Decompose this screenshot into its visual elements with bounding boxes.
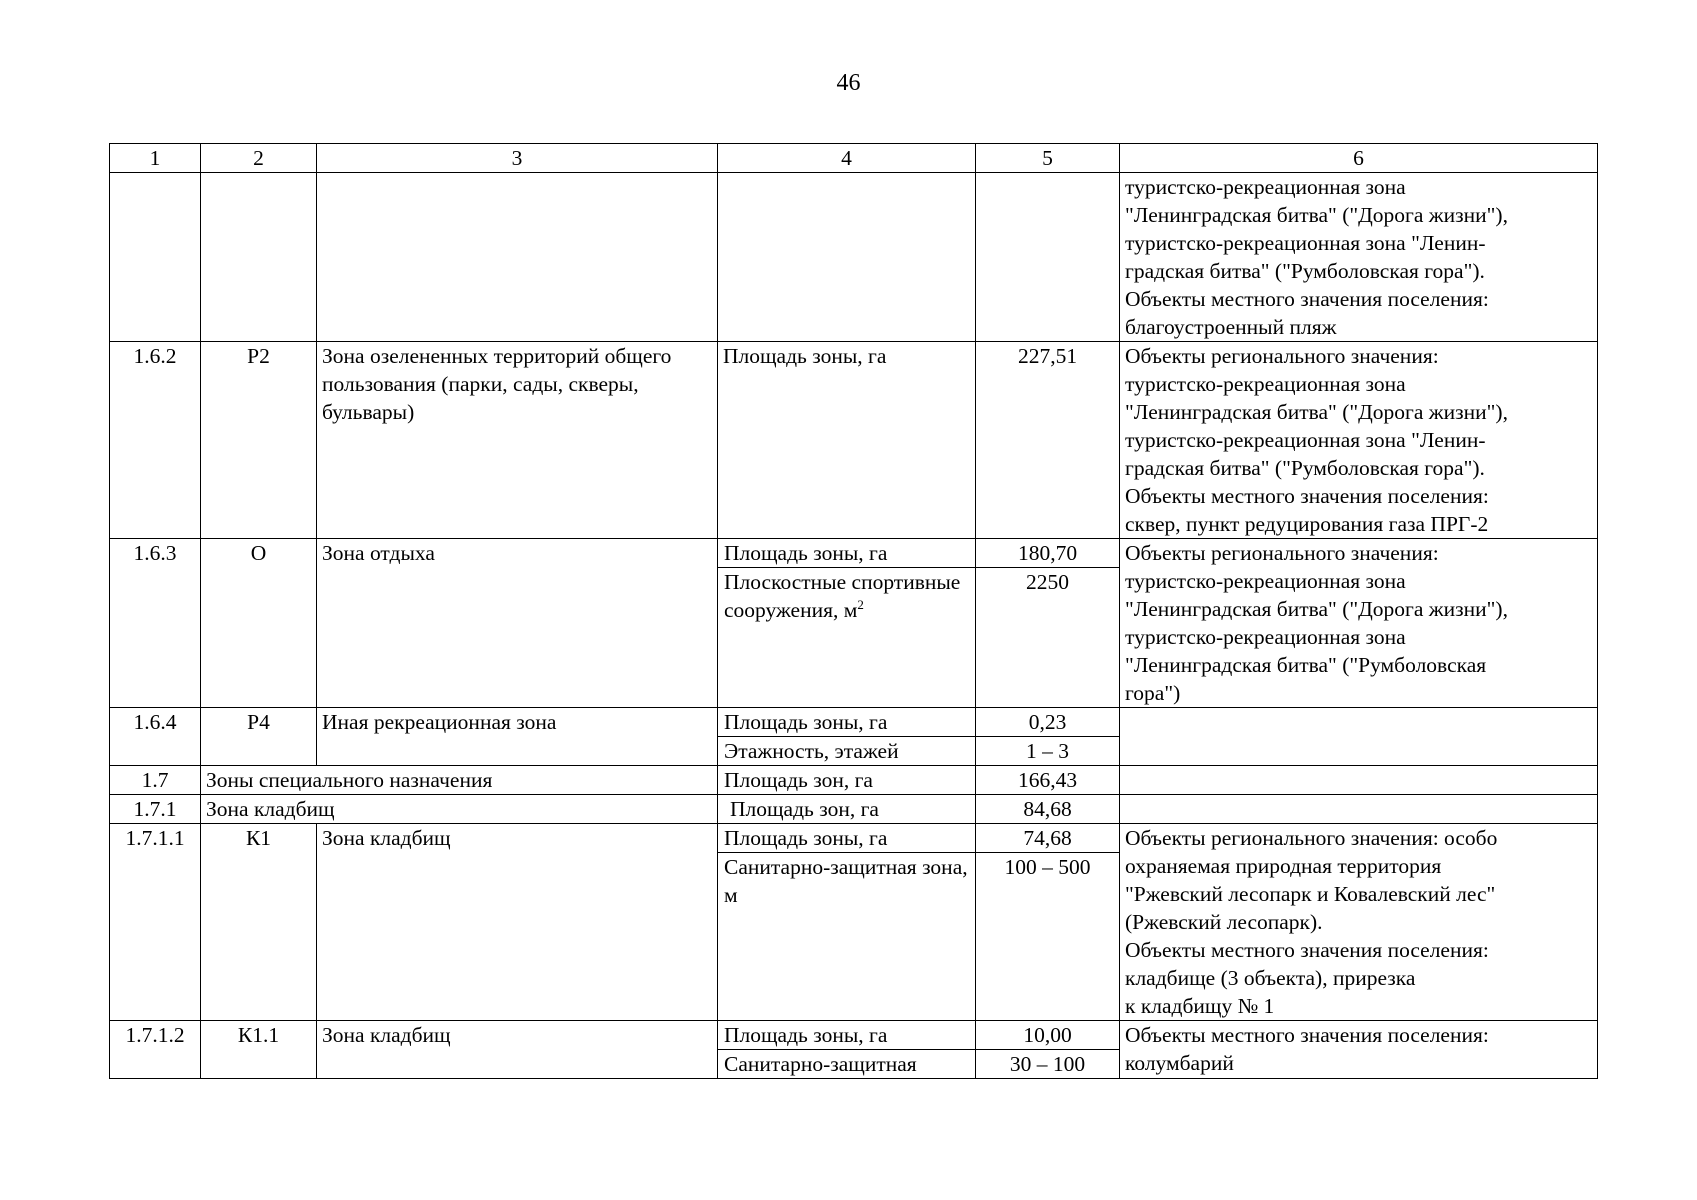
header-cell: 3 [317, 144, 718, 173]
row-values: 84,68 [976, 795, 1120, 824]
param-cell: Санитарно-защитная [718, 1049, 975, 1078]
row-objects [1120, 173, 1598, 342]
row-name: Зона отдыха [317, 539, 718, 708]
objects-line: Объекты местного значения поселения: [1125, 287, 1489, 311]
row-number: 1.7.1.2 [110, 1021, 201, 1079]
row-code: Р4 [201, 708, 317, 766]
row-objects [1120, 342, 1598, 539]
row-name: Иная рекреационная зона [317, 708, 718, 766]
objects-line: туристско-рекреационная зона [1125, 372, 1406, 396]
row-values [976, 708, 1120, 766]
header-row [110, 144, 1598, 173]
row-name: Зоны специального назначения [201, 766, 718, 795]
row-objects [1120, 708, 1598, 766]
param-cell [718, 567, 975, 624]
param-text: Плоскостные спортивные сооружения, м [724, 570, 961, 622]
value-cell: 1 – 3 [976, 736, 1119, 765]
objects-line: (Ржевский лесопарк). [1125, 910, 1323, 934]
row-objects [1120, 1021, 1598, 1079]
value-cell: 100 – 500 [976, 852, 1119, 881]
row-values [976, 539, 1120, 708]
objects-line: "Ленинградская битва" ("Дорога жизни"), [1125, 597, 1508, 621]
zones-table [109, 143, 1598, 1079]
row-code: К1 [201, 824, 317, 1021]
row-objects [1120, 795, 1598, 824]
param-cell: Площадь зоны, га [724, 541, 888, 565]
row-values [976, 173, 1120, 342]
objects-line: Объекты регионального значения: особо [1125, 826, 1498, 850]
objects-line: туристско-рекреационная зона [1125, 175, 1406, 199]
table-row [110, 708, 1598, 766]
row-params [718, 173, 976, 342]
table-row [110, 766, 1598, 795]
row-code: О [201, 539, 317, 708]
row-params: Площадь зоны, га [718, 342, 976, 539]
objects-line: колумбарий [1125, 1051, 1234, 1075]
objects-line: благоустроенный пляж [1125, 315, 1337, 339]
objects-line: градская битва" ("Румболовская гора"). [1125, 259, 1485, 283]
row-name: Зона кладбищ [317, 1021, 718, 1079]
row-values: 166,43 [976, 766, 1120, 795]
value-cell: 74,68 [1023, 826, 1072, 850]
table-row [110, 342, 1598, 539]
row-number: 1.7.1 [110, 795, 201, 824]
value-cell: 10,00 [1023, 1023, 1072, 1047]
table-row [110, 539, 1598, 708]
row-params [718, 1021, 976, 1079]
row-objects [1120, 824, 1598, 1021]
param-cell: Площадь зоны, га [724, 710, 888, 734]
objects-line: "Ленинградская битва" ("Дорога жизни"), [1125, 203, 1508, 227]
header-cell: 5 [976, 144, 1120, 173]
objects-line: Объекты регионального значения: [1125, 344, 1439, 368]
objects-line: Объекты регионального значения: [1125, 541, 1439, 565]
row-objects [1120, 539, 1598, 708]
row-values: 227,51 [976, 342, 1120, 539]
objects-line: Объекты местного значения поселения: [1125, 484, 1489, 508]
value-cell: 0,23 [1028, 710, 1067, 734]
row-code [201, 173, 317, 342]
param-cell: Этажность, этажей [718, 736, 975, 765]
table-row [110, 795, 1598, 824]
page-number: 46 [836, 70, 861, 96]
row-values [976, 1021, 1120, 1079]
row-code: Р2 [201, 342, 317, 539]
row-params: Площадь зон, га [718, 795, 976, 824]
table-row [110, 1021, 1598, 1079]
objects-line: "Ленинградская битва" ("Румболовская [1125, 653, 1487, 677]
param-cell: Площадь зоны, га [724, 826, 888, 850]
row-number: 1.7.1.1 [110, 824, 201, 1021]
objects-line: Объекты местного значения поселения: [1125, 938, 1489, 962]
row-number: 1.6.4 [110, 708, 201, 766]
param-cell: Санитарно-защитная зона, м [718, 852, 975, 909]
row-name: Зона кладбищ [317, 824, 718, 1021]
objects-line: к кладбищу № 1 [1125, 994, 1275, 1018]
row-name: Зона кладбищ [201, 795, 718, 824]
param-superscript: 2 [857, 596, 864, 612]
row-number [110, 173, 201, 342]
row-code: К1.1 [201, 1021, 317, 1079]
row-objects [1120, 766, 1598, 795]
value-cell: 30 – 100 [976, 1049, 1119, 1078]
param-cell: Площадь зоны, га [724, 1023, 888, 1047]
table-row [110, 824, 1598, 1021]
value-cell: 2250 [976, 567, 1119, 596]
objects-line: "Ленинградская битва" ("Дорога жизни"), [1125, 400, 1508, 424]
row-number: 1.7 [110, 766, 201, 795]
header-cell: 2 [201, 144, 317, 173]
row-name: Зона озелененных территорий общего пользования (парки, сады, скверы, бульвары) [317, 342, 718, 539]
objects-line: "Ржевский лесопарк и Ковалевский лес" [1125, 882, 1496, 906]
header-cell: 4 [718, 144, 976, 173]
row-values [976, 824, 1120, 1021]
row-name [317, 173, 718, 342]
objects-line: градская битва" ("Румболовская гора"). [1125, 456, 1485, 480]
objects-line: кладбище (3 объекта), прирезка [1125, 966, 1416, 990]
objects-line: гора") [1125, 681, 1181, 705]
row-number: 1.6.2 [110, 342, 201, 539]
row-params [718, 824, 976, 1021]
objects-line: сквер, пункт редуцирования газа ПРГ-2 [1125, 512, 1489, 536]
objects-line: туристско-рекреационная зона [1125, 569, 1406, 593]
objects-line: туристско-рекреационная зона "Ленин- [1125, 428, 1486, 452]
row-params: Площадь зон, га [718, 766, 976, 795]
objects-line: туристско-рекреационная зона [1125, 625, 1406, 649]
objects-line: охраняемая природная территория [1125, 854, 1442, 878]
table-row [110, 173, 1598, 342]
value-cell: 180,70 [1017, 541, 1078, 565]
header-cell: 1 [110, 144, 201, 173]
row-params [718, 708, 976, 766]
header-cell: 6 [1120, 144, 1598, 173]
objects-line: Объекты местного значения поселения: [1125, 1023, 1489, 1047]
objects-line: туристско-рекреационная зона "Ленин- [1125, 231, 1486, 255]
row-number: 1.6.3 [110, 539, 201, 708]
row-params [718, 539, 976, 708]
